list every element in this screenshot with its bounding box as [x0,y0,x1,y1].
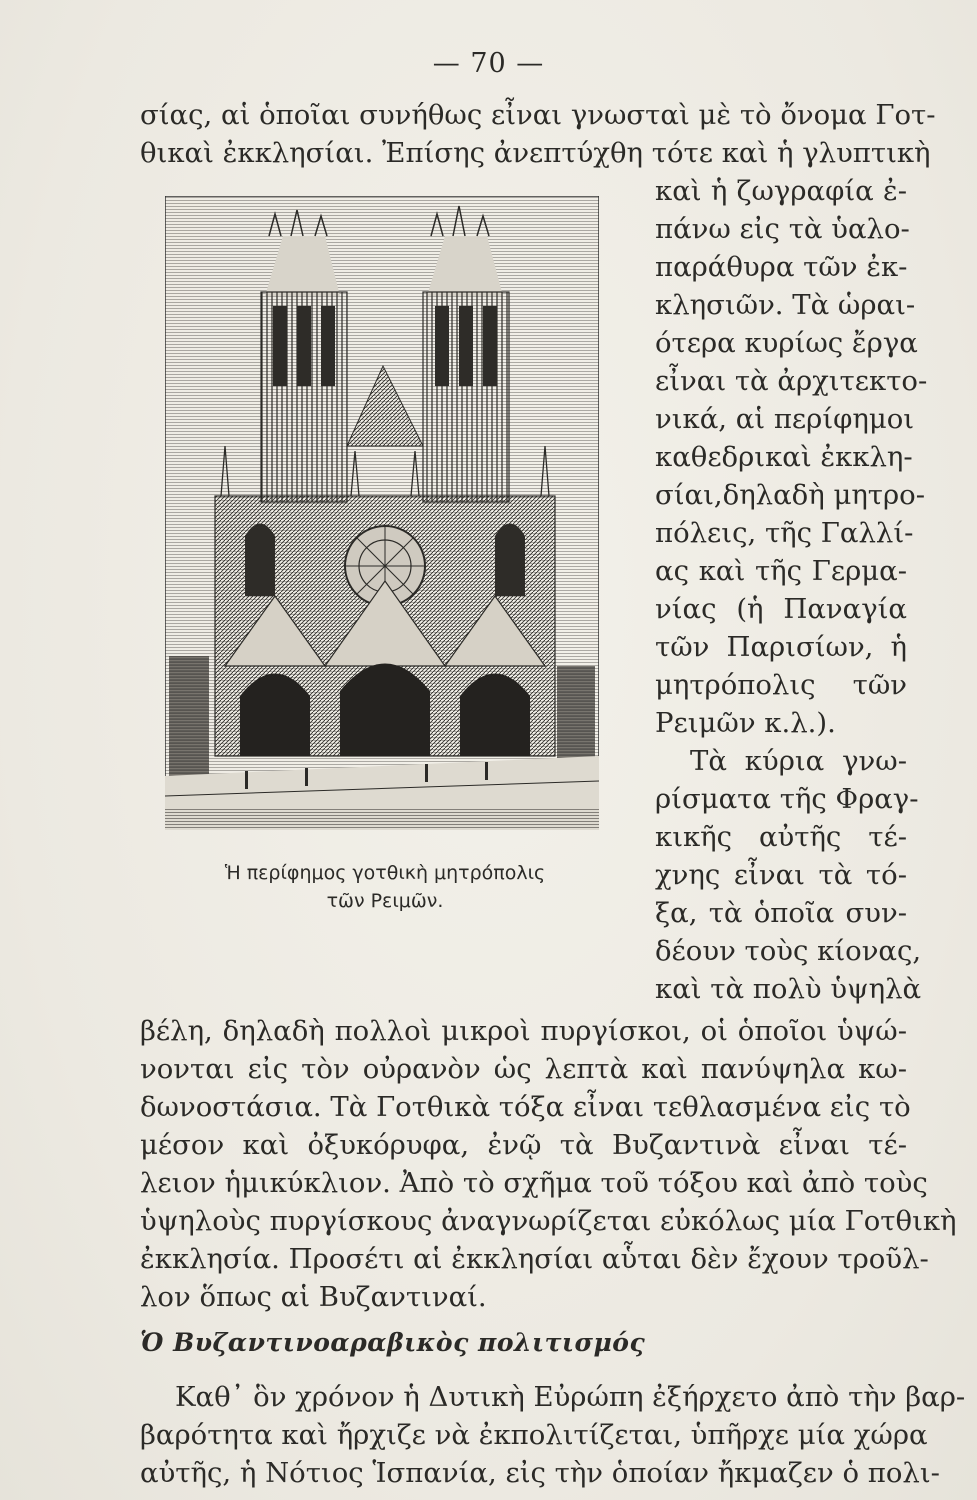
body-text-line-7: ἐκκλησία. Προσέτι αἱ ἐκκλησίαι αὗται δὲν ἔχουν τροῦλ- [140,1243,929,1275]
side-text-line-3: παράθυρα τῶν ἐκ- [655,251,908,283]
page-number: — 70 — [432,48,545,79]
figure-caption-line-2: τῶν Ρειμῶν. [326,890,444,912]
section-heading: Ὁ Βυζαντινοαραβικὸς πολιτισμός [140,1328,646,1357]
side-text-line-17: ρίσματα τῆς Φραγ- [655,783,919,815]
top-text-line-2: θικαὶ ἐκκλησίαι. Ἐπίσης ἀνεπτύχθη τότε καὶ ἡ γλυπτικὴ [140,137,931,169]
reims-cathedral-engraving [165,196,599,830]
side-text-line-10: πόλεις, τῆς Γαλλί- [655,517,914,549]
top-text-line-1: σίας, αἱ ὁποῖαι συνήθως εἶναι γνωσταὶ μὲ τὸ ὄνομα Γοτ- [140,99,936,131]
side-text-line-8: καθεδρικαὶ ἐκκλη- [655,441,913,473]
side-text-line-22: καὶ τὰ πολὺ ὑψηλὰ [655,973,922,1005]
side-text-line-21: δέουν τοὺς κίονας, [655,935,922,967]
side-text-line-14: μητρόπολις τῶν [655,669,907,701]
side-text-line-6: εἶναι τὰ ἀρχιτεκτο- [655,365,928,397]
side-text-line-18: κικῆς αὐτῆς τέ- [655,821,907,853]
side-text-line-13: τῶν Παρισίων, ἡ [655,631,907,663]
side-text-line-2: πάνω εἰς τὰ ὑαλο- [655,213,910,245]
body-text-line-6: ὑψηλοὺς πυργίσκους ἀναγνωρίζεται εὐκόλως μία Γοτθικὴ [140,1205,957,1237]
final-text-line-1: Καθ᾽ ὃν χρόνον ἡ Δυτικὴ Εὐρώπη ἐξήρχετο ἀπὸ τὴν βαρ- [175,1381,966,1413]
side-text-line-19: χνης εἶναι τὰ τό- [655,859,907,891]
side-text-line-4: κλησιῶν. Τὰ ὡραι- [655,289,916,321]
body-text-line-1: βέλη, δηλαδὴ πολλοὶ μικροὶ πυργίσκοι, οἱ ὁποῖοι ὑψώ- [140,1015,907,1047]
side-text-line-15: Ρειμῶν κ.λ.). [655,707,836,739]
body-text-line-8: λον ὅπως αἱ Βυζαντιναί. [140,1281,487,1313]
side-text-line-20: ξα, τὰ ὁποῖα συν- [655,897,907,929]
side-text-line-11: ας καὶ τῆς Γερμα- [655,555,907,587]
final-text-line-2: βαρότητα καὶ ἤρχιζε νὰ ἐκπολιτίζεται, ὑπῆρχε μία χώρα [140,1419,928,1451]
side-text-line-12: νίας (ἡ Παναγία [655,593,907,625]
body-text-line-2: νονται εἰς τὸν οὐρανὸν ὡς λεπτὰ καὶ πανύψηλα κω- [140,1053,907,1085]
figure-caption-line-1: Ἡ περίφημος γοτθικὴ μητρόπολις [224,862,546,884]
body-text-line-5: λειον ἡμικύκλιον. Ἀπὸ τὸ σχῆμα τοῦ τόξου καὶ ἀπὸ τοὺς [140,1167,928,1199]
side-text-line-9: σίαι,δηλαδὴ μητρο- [655,479,926,511]
body-text-line-4: μέσον καὶ ὀξυκόρυφα, ἐνῷ τὰ Βυζαντινὰ εἶναι τέ- [140,1129,907,1161]
side-text-line-7: νικά, αἱ περίφημοι [655,403,915,435]
side-text-line-5: ότερα κυρίως ἔργα [655,327,918,359]
final-text-line-3: αὐτῆς, ἡ Νότιος Ἱσπανία, εἰς τὴν ὁποίαν ἤκμαζεν ὁ πολι- [140,1457,940,1489]
body-text-line-3: δωνοστάσια. Τὰ Γοτθικὰ τόξα εἶναι τεθλασμένα εἰς τὸ [140,1091,911,1123]
side-text-line-16: Τὰ κύρια γνω- [690,745,907,777]
side-text-line-1: καὶ ἡ ζωγραφία ἐ- [655,175,907,207]
